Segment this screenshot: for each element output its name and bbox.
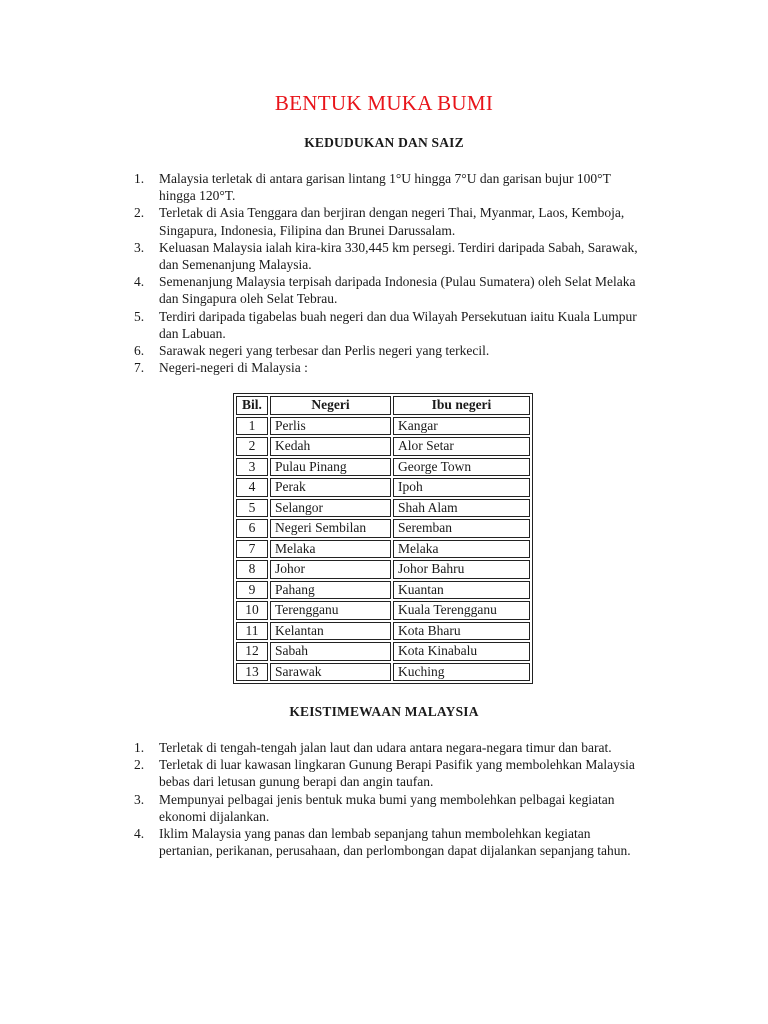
cell-negeri: Perak bbox=[270, 478, 391, 497]
table-row bbox=[236, 499, 530, 518]
cell-bil: 7 bbox=[236, 540, 268, 559]
cell-ibu-negeri: Kuala Terengganu bbox=[393, 601, 530, 620]
cell-negeri: Selangor bbox=[270, 499, 391, 518]
list-item-text: Iklim Malaysia yang panas dan lembab sepanjang tahun membolehkan kegiatan pertanian, perikanan, perusahaan, dan perlombongan dapat dijalankan sepanjang tahun. bbox=[159, 826, 631, 859]
list-item-number: 5. bbox=[134, 308, 145, 324]
cell-bil: 5 bbox=[236, 499, 268, 518]
cell-ibu-negeri: Kuching bbox=[393, 663, 530, 682]
cell-bil: 10 bbox=[236, 601, 268, 620]
cell-ibu-negeri: Johor Bahru bbox=[393, 560, 530, 579]
cell-bil: 11 bbox=[236, 622, 268, 641]
section-heading-keistimewaan: KEISTIMEWAAN MALAYSIA bbox=[289, 704, 479, 719]
list-item-number: 3. bbox=[134, 239, 145, 255]
cell-ibu-negeri: George Town bbox=[393, 458, 530, 477]
cell-bil: 9 bbox=[236, 581, 268, 600]
cell-bil: 12 bbox=[236, 642, 268, 661]
cell-ibu-negeri: Seremban bbox=[393, 519, 530, 538]
cell-ibu-negeri: Kangar bbox=[393, 417, 530, 436]
table-body bbox=[236, 417, 530, 682]
list-item-number: 1. bbox=[134, 740, 145, 755]
table-row bbox=[236, 622, 530, 641]
cell-bil: 1 bbox=[236, 417, 268, 436]
list-item bbox=[122, 825, 642, 859]
table-row bbox=[236, 437, 530, 456]
table-row bbox=[236, 417, 530, 436]
table-row bbox=[236, 540, 530, 559]
cell-ibu-negeri: Melaka bbox=[393, 540, 530, 559]
document-title: BENTUK MUKA BUMI bbox=[274, 91, 494, 115]
list-item-text: Keluasan Malaysia ialah kira-kira 330,445 km persegi. Terdiri daripada Sabah, Sarawak, dan Semenanjung Malaysia. bbox=[159, 239, 638, 273]
list-item bbox=[122, 791, 642, 825]
list-item-number: 6. bbox=[134, 343, 145, 359]
table-header-row bbox=[236, 396, 530, 415]
list-item-text: Mempunyai pelbagai jenis bentuk muka bumi yang membolehkan pelbagai kegiatan ekonomi dijalankan. bbox=[159, 791, 615, 824]
cell-negeri: Sabah bbox=[270, 642, 391, 661]
list-item-number: 1. bbox=[134, 171, 145, 186]
header-ibu-negeri: Ibu negeri bbox=[393, 396, 530, 415]
cell-bil: 6 bbox=[236, 519, 268, 538]
cell-ibu-negeri: Kuantan bbox=[393, 581, 530, 600]
header-bil: Bil. bbox=[236, 396, 268, 415]
list-item bbox=[122, 342, 642, 359]
list-item-number: 4. bbox=[134, 826, 145, 842]
table-row bbox=[236, 478, 530, 497]
states-table bbox=[233, 393, 533, 684]
cell-negeri: Pahang bbox=[270, 581, 391, 600]
list-item-number: 3. bbox=[134, 791, 145, 807]
cell-ibu-negeri: Alor Setar bbox=[393, 437, 530, 456]
cell-negeri: Sarawak bbox=[270, 663, 391, 682]
cell-negeri: Johor bbox=[270, 560, 391, 579]
list-item-number: 2. bbox=[134, 757, 145, 773]
cell-ibu-negeri: Ipoh bbox=[393, 478, 530, 497]
list-item bbox=[122, 239, 642, 273]
list-item bbox=[122, 308, 642, 342]
cell-bil: 4 bbox=[236, 478, 268, 497]
list-item-number: 7. bbox=[134, 360, 145, 376]
table-row bbox=[236, 601, 530, 620]
cell-bil: 8 bbox=[236, 560, 268, 579]
cell-ibu-negeri: Kota Kinabalu bbox=[393, 642, 530, 661]
table-row bbox=[236, 581, 530, 600]
list-item bbox=[122, 739, 642, 756]
list-item bbox=[122, 170, 642, 204]
list-item bbox=[122, 204, 642, 238]
table-row bbox=[236, 458, 530, 477]
section-heading-kedudukan: KEDUDUKAN DAN SAIZ bbox=[304, 135, 464, 150]
header-negeri: Negeri bbox=[270, 396, 391, 415]
keistimewaan-list bbox=[122, 739, 642, 859]
list-item-text: Semenanjung Malaysia terpisah daripada Indonesia (Pulau Sumatera) oleh Selat Melaka dan Singapura oleh Selat Tebrau. bbox=[159, 274, 636, 307]
cell-negeri: Melaka bbox=[270, 540, 391, 559]
list-item bbox=[122, 273, 642, 307]
cell-negeri: Pulau Pinang bbox=[270, 458, 391, 477]
kedudukan-list bbox=[122, 170, 642, 376]
list-item-text: Malaysia terletak di antara garisan lintang 1°U hingga 7°U dan garisan bujur 100°T hingga 120°T. bbox=[159, 171, 611, 204]
cell-ibu-negeri: Kota Bharu bbox=[393, 622, 530, 641]
list-item bbox=[122, 756, 642, 790]
cell-ibu-negeri: Shah Alam bbox=[393, 499, 530, 518]
table-row bbox=[236, 560, 530, 579]
cell-negeri: Kelantan bbox=[270, 622, 391, 641]
list-item-text: Terletak di Asia Tenggara dan berjiran dengan negeri Thai, Myanmar, Laos, Kemboja, Singapura, Indonesia, Filipina dan Brunei Darussalam. bbox=[159, 205, 625, 238]
table-row bbox=[236, 519, 530, 538]
cell-negeri: Perlis bbox=[270, 417, 391, 436]
list-item-number: 4. bbox=[134, 274, 145, 290]
cell-bil: 3 bbox=[236, 458, 268, 477]
cell-bil: 13 bbox=[236, 663, 268, 682]
cell-negeri: Kedah bbox=[270, 437, 391, 456]
list-item bbox=[122, 359, 642, 376]
cell-negeri: Negeri Sembilan bbox=[270, 519, 391, 538]
list-item-text: Terletak di tengah-tengah jalan laut dan udara antara negara-negara timur dan barat. bbox=[159, 740, 612, 755]
list-item-text: Sarawak negeri yang terbesar dan Perlis negeri yang terkecil. bbox=[159, 343, 490, 359]
cell-bil: 2 bbox=[236, 437, 268, 456]
list-item-text: Terdiri daripada tigabelas buah negeri dan dua Wilayah Persekutuan iaitu Kuala Lumpur dan Labuan. bbox=[159, 308, 637, 341]
table-row bbox=[236, 663, 530, 682]
list-item-text: Negeri-negeri di Malaysia : bbox=[159, 360, 308, 376]
cell-negeri: Terengganu bbox=[270, 601, 391, 620]
list-item-number: 2. bbox=[134, 205, 145, 221]
list-item-text: Terletak di luar kawasan lingkaran Gunung Berapi Pasifik yang membolehkan Malaysia bebas dari letusan gunung berapi dan angin taufan. bbox=[159, 757, 635, 790]
table-row bbox=[236, 642, 530, 661]
